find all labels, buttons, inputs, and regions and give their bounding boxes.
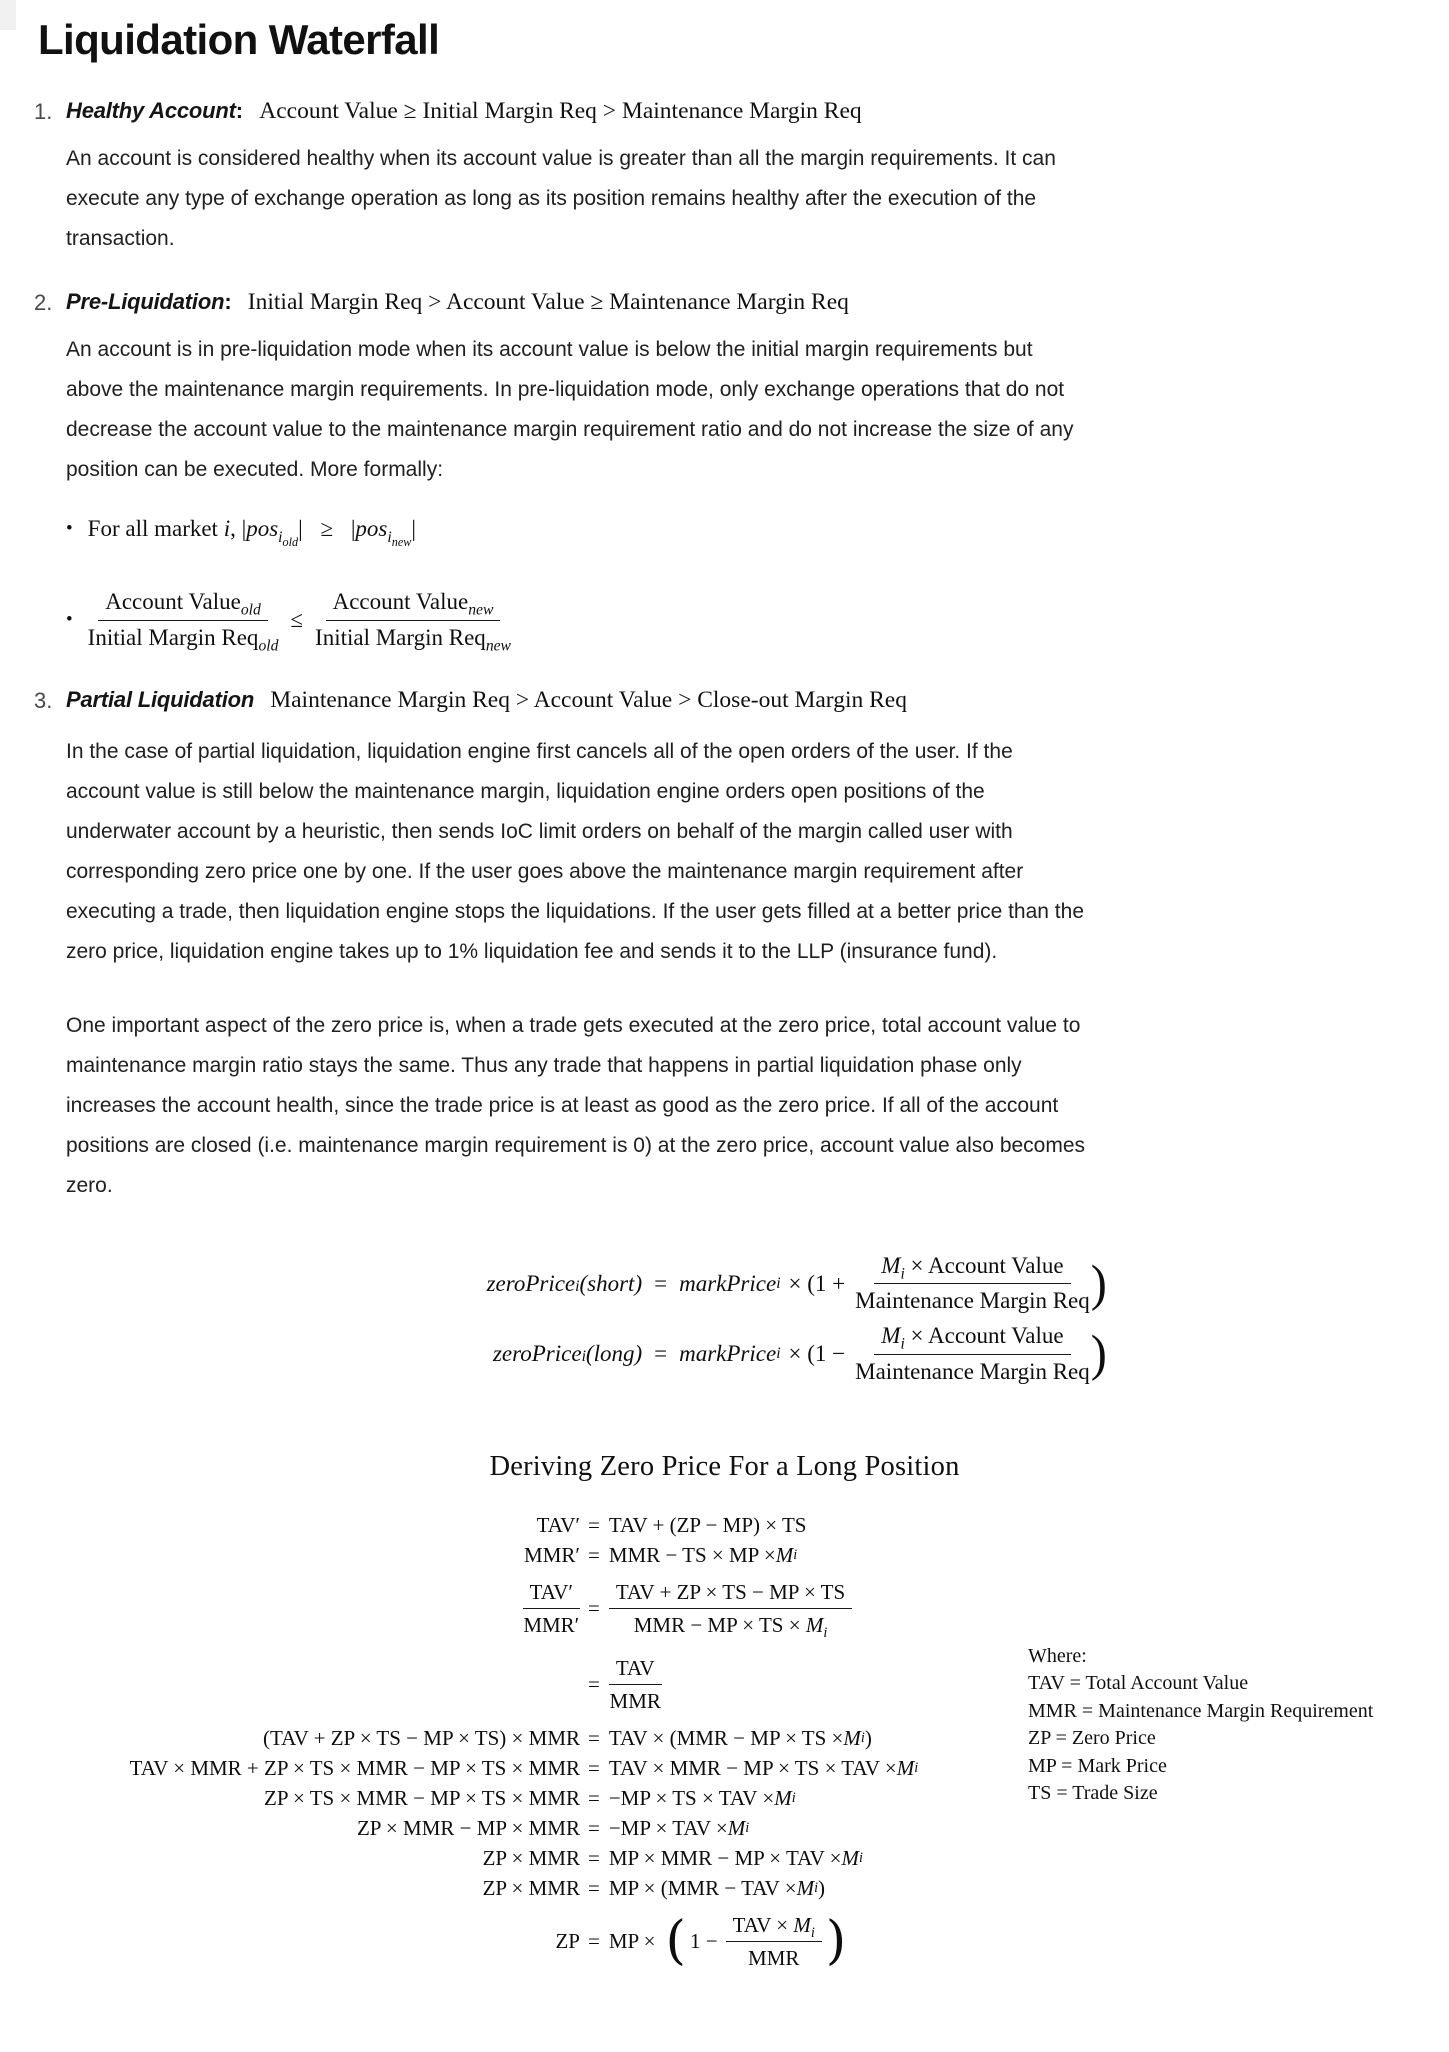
fn-markPrice: markPrice [679, 1341, 777, 1367]
sub-i: i [810, 1924, 815, 1941]
rhs-text: ) [818, 1875, 826, 1900]
var-M: M [727, 1815, 746, 1840]
equation-lhs [483, 1846, 580, 1871]
rhs-text: 1 − [690, 1928, 718, 1953]
arg-long: (long) [585, 1341, 643, 1367]
sub-i: i [575, 1277, 580, 1295]
equation-rhs [588, 1846, 863, 1871]
paragraph: An account is considered healthy when its account value is greater than all the margin requirements. It can execute any type of exchange operation as long as its position remains healthy after the execution of the transaction. [66, 147, 1056, 250]
numerator-text: Account Value [105, 589, 241, 614]
list-number: 3. [34, 687, 53, 713]
equation-lhs [555, 1929, 580, 1954]
arg-short: (short) [579, 1270, 643, 1296]
page-title: Liquidation Waterfall [38, 16, 440, 63]
var-M: M [841, 1845, 859, 1870]
var-pos: pos [246, 516, 279, 541]
sub-i: i [581, 1348, 586, 1366]
equals-sign: = [654, 1341, 668, 1367]
item-term: Partial Liquidation [66, 686, 255, 712]
paragraph: One important aspect of the zero price is, when a trade gets executed at the zero price, total account value to maintenance margin ratio stays the same. Thus any trade that happens in partial liquidation phase only increases the account health, since the trade price is at least as good as the zero price. If all of the account positions are closed (i.e. maintenance margin requirement is 0) at the zero price, account value also becomes zero. [66, 1013, 1086, 1197]
rhs-text: ) [864, 1725, 872, 1750]
fn-zeroPrice: zeroPrice [486, 1270, 576, 1296]
formula-ratio-constraint [88, 588, 511, 653]
derivation-section [0, 1451, 1449, 1978]
equation-lhs [264, 1786, 580, 1811]
formula-text: For all market [87, 516, 224, 541]
sub-i: i [814, 1880, 819, 1896]
equation-rhs [588, 1513, 806, 1538]
denominator-text: Initial Margin Req [87, 624, 259, 650]
denominator-text: Maintenance Margin Req [855, 1358, 1090, 1384]
list-number: 1. [34, 99, 53, 124]
rhs-text: TAV + (ZP − MP) × TS [608, 1512, 807, 1537]
legend-title: Where: [1028, 1644, 1087, 1667]
lhs-text: ZP × MMR [482, 1875, 580, 1900]
rhs-text: MP × (MMR − TAV × [608, 1875, 797, 1900]
equation-lhs [483, 1876, 580, 1901]
sub-i: i [387, 528, 392, 546]
var-M: M [775, 1542, 794, 1567]
sub-i: i [914, 1760, 919, 1776]
sub-i: i [900, 1265, 905, 1283]
denominator-text: Initial Margin Req [315, 624, 486, 650]
var-M: M [881, 1323, 901, 1348]
list-item-body [66, 98, 1086, 259]
equals-sign: = [588, 1928, 600, 1953]
numerator-text: Account Value [332, 589, 469, 614]
equals-sign: = [588, 1755, 600, 1780]
lhs-text: (TAV + ZP × TS − MP × TS) × MMR [263, 1725, 580, 1750]
where-legend [1028, 1643, 1373, 1808]
equals-sign: = [588, 1512, 600, 1537]
sub-new: new [485, 637, 511, 655]
equals-sign: = [588, 1785, 600, 1810]
zero-price-formulas [342, 1252, 1107, 1387]
var-M: M [793, 1912, 811, 1937]
paragraph: In the case of partial liquidation, liquidation engine first cancels all of the open orders of the user. If the account value is still below the maintenance margin, liquidation engine orders open positions of the underwater account by a heuristic, then sends IoC limit orders on behalf of the margin called user with corresponding zero price one by one. If the user goes above the maintenance margin requirement after executing a trade, then liquidation engine stops the liquidations. If the user gets filled at a better price than the zero price, liquidation engine takes up to 1% liquidation fee and sends it to the LLP (insurance fund). [66, 739, 1084, 963]
var-M: M [881, 1252, 901, 1278]
equals-sign: = [588, 1595, 600, 1620]
list-item-body [66, 687, 1086, 1206]
item-term: Healthy Account [66, 98, 236, 123]
zero-price-long-formula: zeroPrice i (long) = markPrice i × (1 − $\frac{M_i \times Account Value}{\text{Maintenance Margin Req}}$ ) [342, 1322, 1107, 1387]
var-M: M [796, 1875, 815, 1900]
equals-sign: = [588, 1672, 600, 1697]
item-term: Pre-Liquidation [66, 289, 225, 314]
rhs-text: −MP × TAV × [608, 1815, 728, 1840]
numerator-text: TAV′ [523, 1579, 580, 1609]
geq-operator: ≥ [320, 516, 334, 541]
rhs-text: MP × MMR − MP × TAV × [608, 1845, 842, 1870]
abs-bar: | [298, 516, 303, 541]
equals-sign: = [654, 1270, 668, 1296]
legend-line-zp: ZP = Zero Price [1028, 1727, 1156, 1749]
rhs-text: TAV × (MMR − MP × TS × [608, 1725, 844, 1750]
fraction-old [88, 588, 279, 653]
legend-line-mp: MP = Mark Price [1028, 1754, 1167, 1777]
rhs-text: MP × [608, 1928, 656, 1953]
equation-rhs [588, 1543, 797, 1568]
sub-i: i [858, 1850, 863, 1866]
paragraph: An account is in pre-liquidation mode when its account value is below the initial margin requirements but above the maintenance margin requirements. In pre-liquidation mode, only exchange operations that do not decrease the account value to the maintenance margin requirement ratio and do not increase the size of any position can be executed. More formally: [66, 338, 1074, 481]
equals-sign: = [588, 1815, 600, 1840]
equation-rhs [588, 1756, 918, 1781]
list-item-healthy-account [34, 98, 1449, 259]
open-paren-one-plus: × (1 + [788, 1270, 846, 1296]
denominator-text: MMR − MP × TS × [633, 1612, 806, 1637]
abs-bar: | [350, 516, 356, 541]
sub-i: i [791, 1790, 796, 1806]
equals-sign: = [588, 1875, 600, 1900]
derivation-heading: Deriving Zero Price For a Long Position [489, 1450, 960, 1482]
equation-rhs: = MP × ( 1 − $\frac{TAV \times M_i}{\text{MMR}}$ ) [588, 1910, 847, 1972]
bullet-icon: • [66, 518, 73, 539]
numerator-text: × Account Value [904, 1252, 1064, 1278]
fn-zeroPrice: zeroPrice [492, 1341, 582, 1367]
equation-rhs [588, 1876, 825, 1901]
lhs-text: TAV′ [536, 1512, 580, 1537]
item-rule: Account Value ≥ Initial Margin Req > Maintenance Margin Req [259, 98, 862, 124]
bullet-position-constraint [66, 516, 1086, 549]
fraction-tav-mmr [609, 1655, 662, 1715]
fraction-tav-mmr-prime [523, 1579, 580, 1639]
equation-rhs [588, 1655, 662, 1715]
lhs-text: ZP × MMR − MP × MMR [356, 1815, 580, 1840]
item-colon: : [224, 289, 232, 314]
sub-i: i [278, 528, 283, 546]
var-M: M [843, 1725, 861, 1750]
bullet-icon: • [66, 609, 73, 631]
fraction-final [726, 1912, 822, 1972]
sub-i: i [860, 1730, 865, 1746]
equation-rhs [588, 1726, 872, 1751]
zero-price-short-formula: zeroPrice i (short) = markPrice i × (1 + $\frac{M_i \times Account Value}{\text{Maintenance Margin Req}}$ ) [342, 1252, 1107, 1317]
sub-i: i [823, 1624, 828, 1641]
formula-position-constraint [87, 516, 416, 549]
legend-line-mmr: MMR = Maintenance Margin Requirement [1028, 1699, 1374, 1722]
equals-sign: = [588, 1845, 600, 1870]
lhs-text: TAV × MMR + ZP × TS × MMR − MP × TS × MMR [129, 1755, 580, 1780]
fn-markPrice: markPrice [679, 1270, 777, 1296]
fraction [609, 1579, 852, 1639]
denominator-text: MMR [748, 1945, 800, 1970]
numerator-text: TAV [609, 1655, 662, 1685]
legend-line-ts: TS = Trade Size [1028, 1782, 1158, 1804]
sub-i: i [793, 1547, 798, 1563]
numerator-text: TAV × [732, 1912, 794, 1937]
fraction-new [315, 588, 511, 653]
equation-lhs [524, 1543, 580, 1568]
var-i: i [223, 516, 231, 541]
item-rule: Initial Margin Req > Account Value ≥ Maintenance Margin Req [247, 289, 849, 315]
denominator-text: MMR [609, 1689, 661, 1714]
var-M: M [896, 1755, 915, 1780]
equals-sign: = [588, 1542, 600, 1567]
sub-i: i [745, 1820, 750, 1836]
item-heading [66, 98, 1086, 125]
item-heading [66, 687, 1086, 714]
list-item-body [66, 289, 1086, 653]
sub-i: i [776, 1345, 781, 1363]
fraction [855, 1322, 1090, 1387]
abs-bar: | [411, 516, 416, 541]
sub-new: new [468, 601, 494, 619]
legend-line-tav: TAV = Total Account Value [1028, 1672, 1249, 1694]
corner-artifact [0, 0, 16, 30]
item-rule: Maintenance Margin Req > Account Value > Close-out Margin Req [270, 686, 907, 713]
equals-sign: = [588, 1725, 600, 1750]
fraction [855, 1252, 1090, 1317]
var-M: M [805, 1612, 824, 1637]
sub-old: old [282, 534, 299, 549]
list-number: 2. [34, 290, 53, 315]
abs-bar: | [241, 516, 247, 541]
numerator-text: × Account Value [904, 1323, 1064, 1348]
lhs-text: MMR′ [524, 1542, 580, 1567]
var-pos: pos [355, 516, 388, 541]
rhs-text: −MP × TS × TAV × [608, 1785, 775, 1810]
lhs-text: ZP × MMR [482, 1845, 580, 1870]
formula-text: , [230, 516, 242, 541]
denominator-text: Maintenance Margin Req [855, 1288, 1090, 1314]
list-item-pre-liquidation [34, 289, 1449, 653]
equation-lhs [537, 1513, 580, 1538]
item-heading [66, 289, 1086, 316]
sub-old: old [240, 601, 261, 619]
equation-lhs [357, 1816, 580, 1841]
denominator-text: MMR′ [523, 1612, 580, 1637]
equation-rhs [588, 1816, 749, 1841]
sub-old: old [258, 637, 279, 655]
equation-lhs [263, 1726, 580, 1751]
equation-lhs [130, 1756, 580, 1781]
rhs-text: MMR − TS × MP × [608, 1542, 776, 1567]
equation-rhs [588, 1786, 796, 1811]
equation-lhs [523, 1579, 580, 1639]
sub-i: i [776, 1274, 781, 1292]
sub-new: new [391, 534, 412, 549]
var-M: M [774, 1785, 792, 1810]
rhs-text: TAV × MMR − MP × TS × TAV × [608, 1755, 897, 1780]
bullet-ratio-constraint [66, 588, 1086, 653]
item-colon: : [235, 98, 244, 123]
sub-i: i [900, 1335, 905, 1353]
equation-rhs [588, 1579, 852, 1639]
lhs-text: ZP [555, 1928, 580, 1953]
list-item-partial-liquidation [34, 687, 1449, 1206]
leq-operator: ≤ [290, 607, 304, 633]
numerator-text: TAV + ZP × TS − MP × TS [609, 1579, 852, 1609]
lhs-text: ZP × TS × MMR − MP × TS × MMR [264, 1785, 580, 1810]
open-paren-one-minus: × (1 − [788, 1341, 846, 1367]
